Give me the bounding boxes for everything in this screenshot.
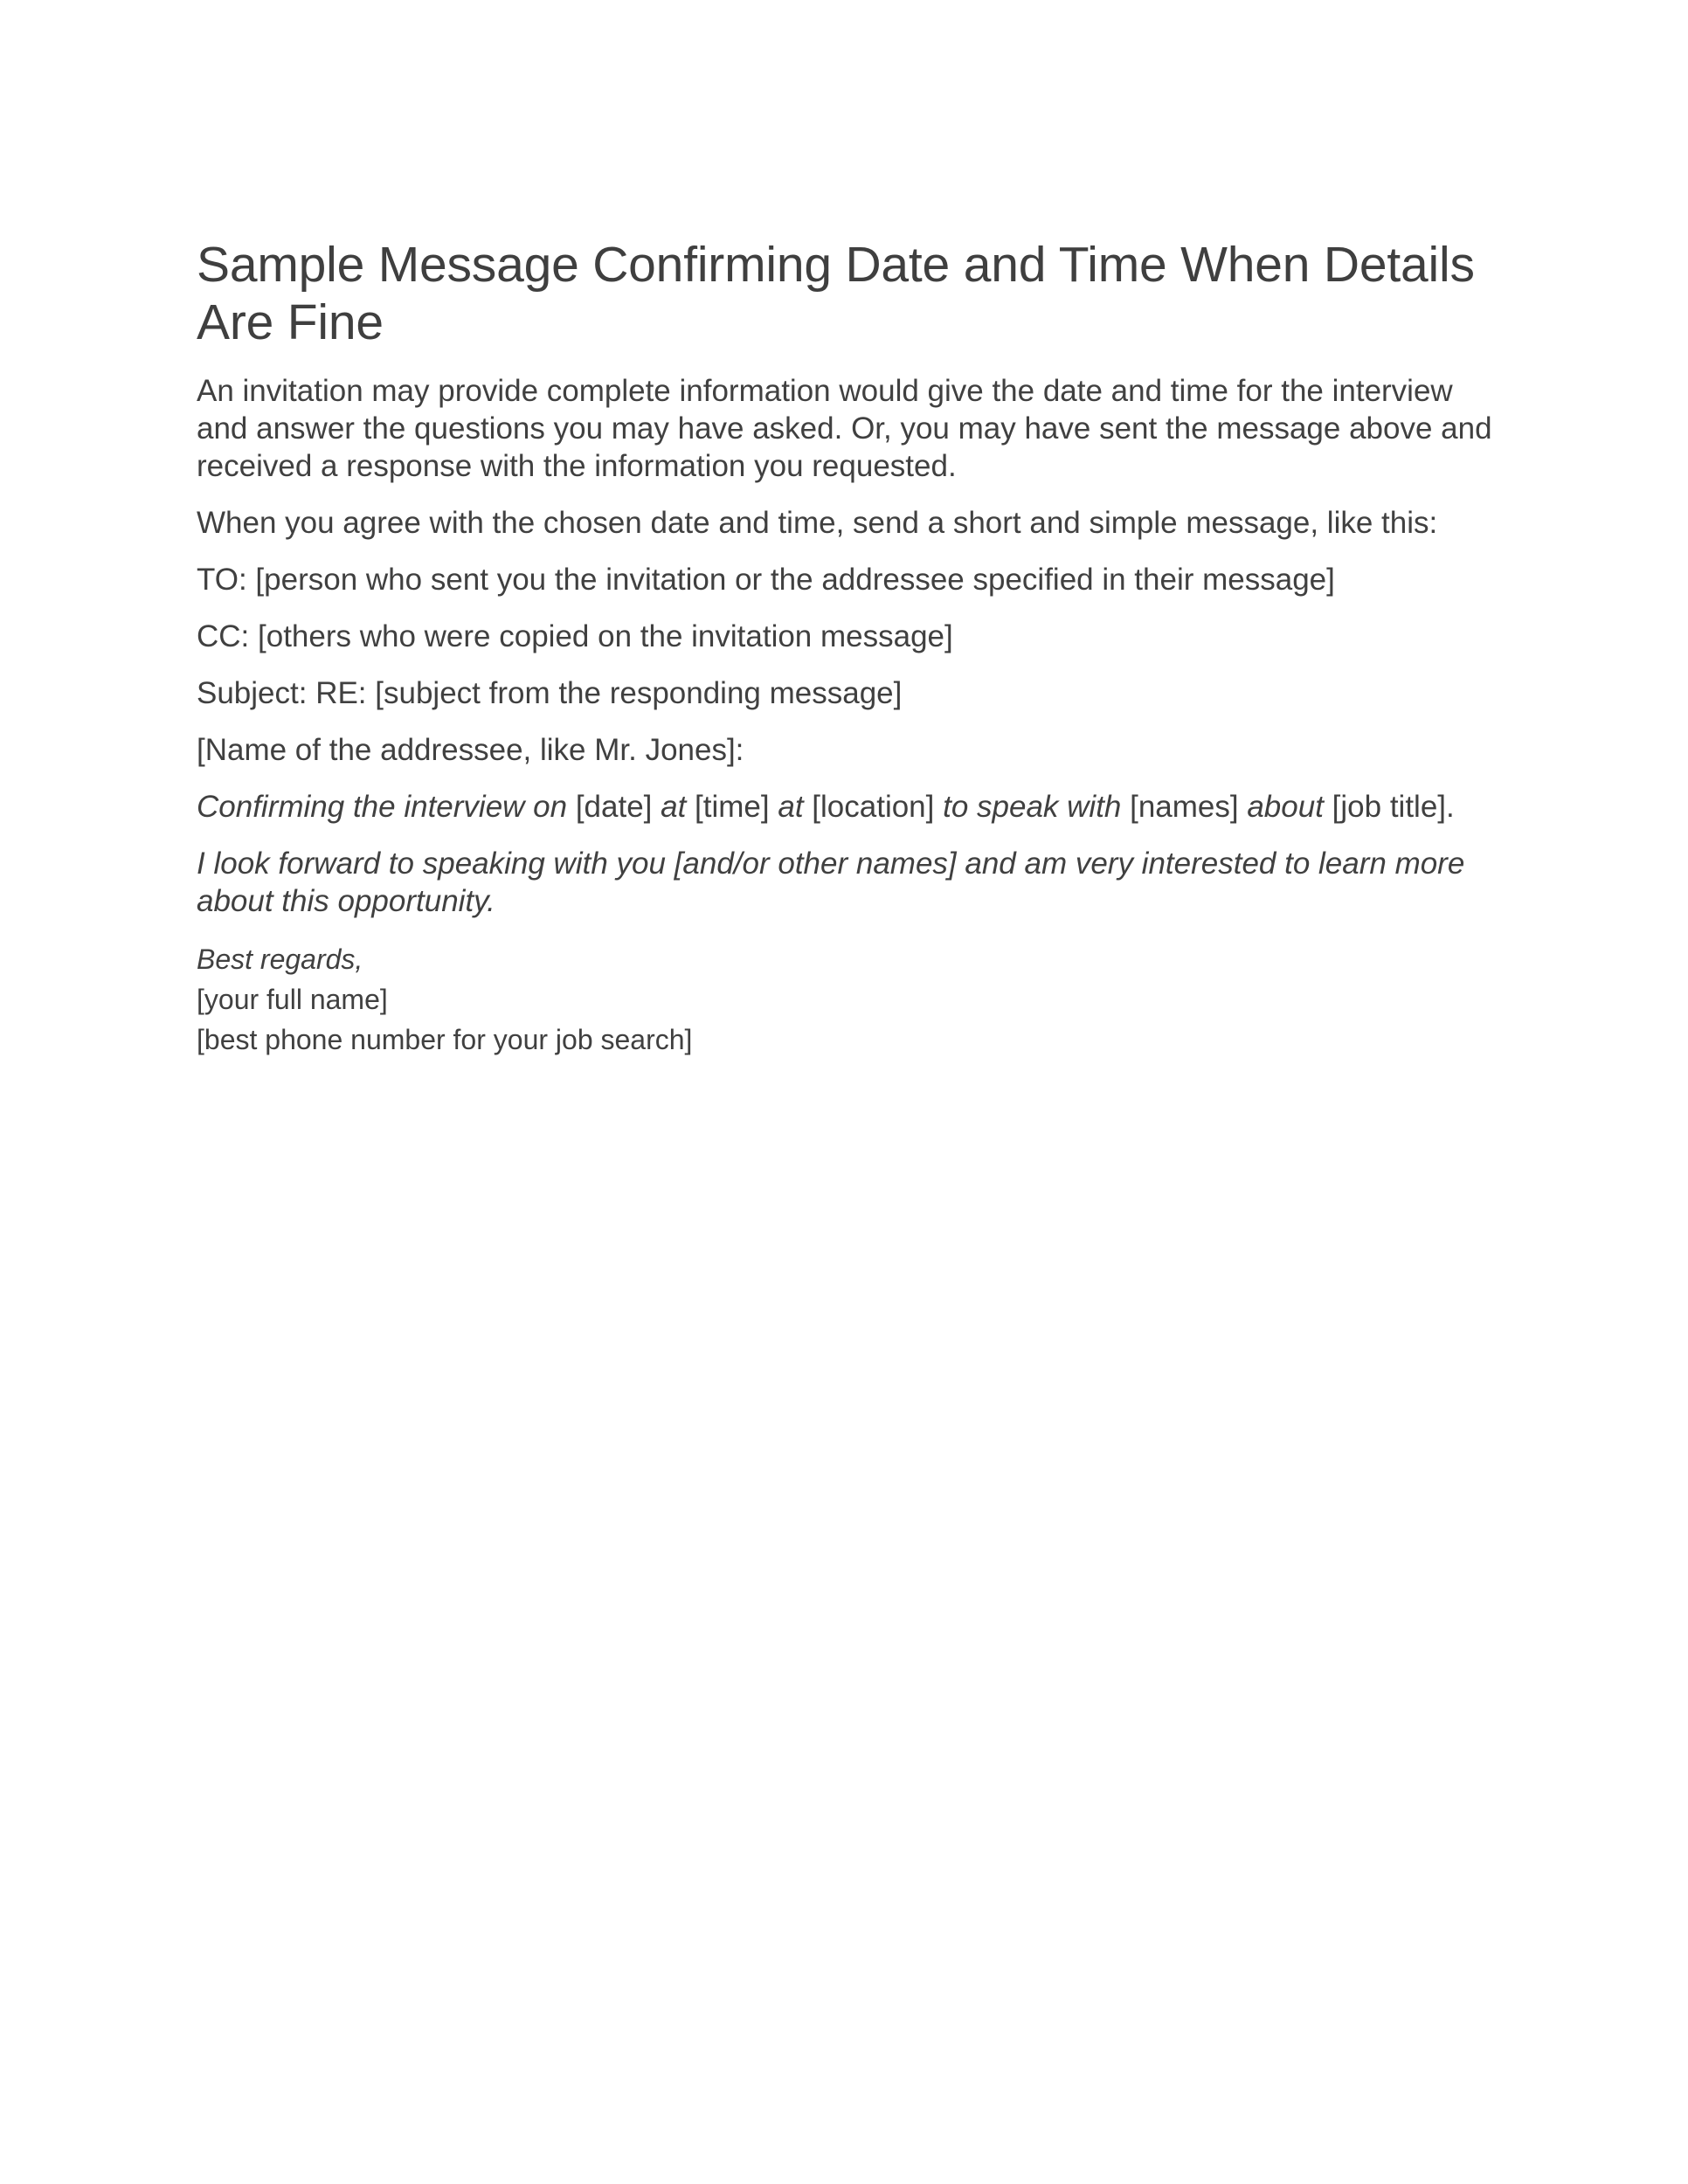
time-placeholder: [time]	[686, 790, 778, 824]
signature-closing: Best regards,	[197, 943, 363, 975]
location-placeholder: [location]	[803, 790, 944, 824]
closing-paragraph-text: I look forward to speaking with you [and/or other names] and am very interested to learn more about this opportunity.	[197, 847, 1465, 918]
confirm-text-part: at	[661, 790, 687, 824]
intro-paragraph: An invitation may provide complete information would give the date and time for the interview and answer the questions you may have asked. Or, you may have sent the message above and received a response with the information you requested.	[197, 374, 1492, 483]
signature-phone: [best phone number for your job search]	[197, 1024, 693, 1055]
email-to-line: TO: [person who sent you the invitation or the addressee specified in their message]	[197, 563, 1335, 597]
job-title-placeholder: [job title].	[1323, 790, 1455, 824]
email-cc-line: CC: [others who were copied on the invitation message]	[197, 619, 953, 653]
instruction-paragraph: When you agree with the chosen date and time, send a short and simple message, like this:	[197, 506, 1438, 540]
email-salutation: [Name of the addressee, like Mr. Jones]:	[197, 733, 744, 767]
signature-name: [your full name]	[197, 984, 388, 1015]
page-title: Sample Message Confirming Date and Time When Details Are Fine	[197, 237, 1475, 350]
date-placeholder: [date]	[567, 790, 661, 824]
names-placeholder: [names]	[1121, 790, 1248, 824]
document-page	[197, 236, 1498, 1060]
closing-paragraph	[197, 845, 1498, 920]
confirm-text-part: about	[1247, 790, 1324, 824]
confirm-text-part: Confirming the interview on	[197, 790, 568, 824]
confirm-text-part: to speak with	[943, 790, 1122, 824]
confirm-text-part: at	[778, 790, 804, 824]
signature-block	[197, 939, 1498, 1060]
email-subject-line: Subject: RE: [subject from the responding message]	[197, 676, 903, 710]
confirmation-sentence	[197, 788, 1498, 826]
